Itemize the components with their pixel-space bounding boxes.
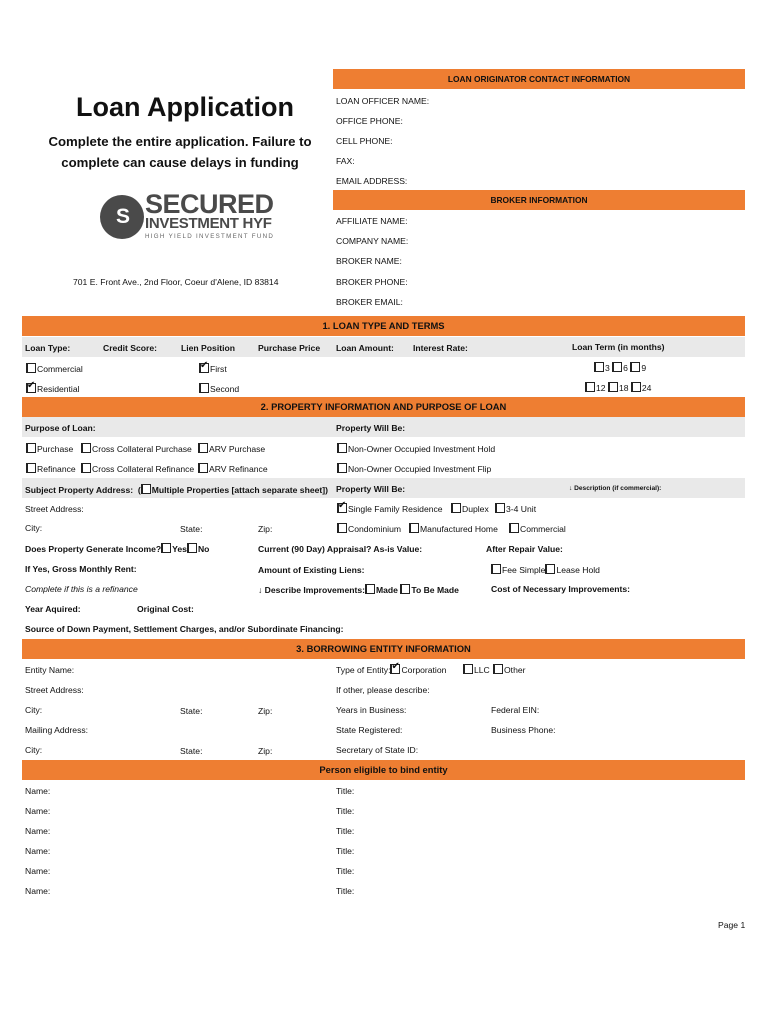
- year-acquired-label: Year Aquired:: [25, 604, 81, 614]
- term-12-checkbox[interactable]: [585, 382, 595, 392]
- after-repair-label: After Repair Value:: [486, 544, 563, 554]
- bind-title-label: Title:: [336, 806, 355, 816]
- bind-name-label: Name:: [25, 886, 51, 896]
- three-four-unit-option[interactable]: 3-4 Unit: [495, 503, 536, 514]
- option-residential[interactable]: ✔Residential: [26, 383, 80, 394]
- field-office-phone: OFFICE PHONE:: [336, 116, 403, 126]
- term-18-checkbox[interactable]: [608, 382, 618, 392]
- state-label: State:: [180, 524, 203, 534]
- field-broker-phone: BROKER PHONE:: [336, 277, 408, 287]
- term-options-row-1: 3 6 9: [594, 362, 646, 373]
- mailing-city-label: City:: [25, 745, 43, 755]
- refinance-note: Complete if this is a refinance: [25, 584, 138, 594]
- bind-title-label: Title:: [336, 866, 355, 876]
- broker-heading: BROKER INFORMATION: [333, 190, 745, 210]
- source-down-payment-label: Source of Down Payment, Settlement Charges, and/or Subordinate Financing:: [25, 624, 344, 634]
- bind-name-label: Name:: [25, 806, 51, 816]
- first-lien-checkbox[interactable]: [199, 363, 209, 373]
- condo-checkbox[interactable]: [337, 523, 347, 533]
- mailing-zip-label: Zip:: [258, 746, 273, 756]
- page-number: Page 1: [718, 920, 746, 930]
- arv-purchase-checkbox[interactable]: [198, 443, 208, 453]
- bind-title-label: Title:: [336, 886, 355, 896]
- entity-city-label: City:: [25, 705, 43, 715]
- entity-state-label: State:: [180, 706, 203, 716]
- describe-improvements-label: ↓ Describe Improvements: Made To Be Made: [258, 585, 459, 595]
- section-3-heading: 3. BORROWING ENTITY INFORMATION: [22, 639, 745, 659]
- option-commercial[interactable]: Commercial: [26, 363, 83, 374]
- corporation-checkbox[interactable]: [390, 664, 400, 674]
- term-options-row-2: 12 18 24: [585, 382, 651, 393]
- field-broker-name: BROKER NAME:: [336, 256, 402, 266]
- other-option[interactable]: Other: [493, 664, 526, 675]
- entity-zip-label: Zip:: [258, 706, 273, 716]
- entity-street-label: Street Address:: [25, 685, 84, 695]
- term-9-checkbox[interactable]: [630, 362, 640, 372]
- sfr-checkbox[interactable]: [337, 503, 347, 513]
- cc-refinance-option[interactable]: Cross Collateral Refinance: [81, 463, 194, 474]
- commercial-checkbox[interactable]: [26, 363, 36, 373]
- tenure-options: Fee Simple Lease Hold: [491, 564, 600, 575]
- field-loan-officer-name: LOAN OFFICER NAME:: [336, 96, 430, 106]
- company-address: 701 E. Front Ave., 2nd Floor, Coeur d'Alene, ID 83814: [73, 277, 279, 287]
- term-24-checkbox[interactable]: [631, 382, 641, 392]
- state-registered-label: State Registered:: [336, 725, 403, 735]
- option-first-lien[interactable]: ✔First: [199, 363, 227, 374]
- improvements-to-be-made-checkbox[interactable]: [400, 584, 410, 594]
- term-6-checkbox[interactable]: [612, 362, 622, 372]
- section-2-heading: 2. PROPERTY INFORMATION AND PURPOSE OF LOAN: [22, 397, 745, 417]
- col-interest-rate: Interest Rate:: [413, 343, 468, 353]
- llc-option[interactable]: LLC: [463, 664, 490, 675]
- duplex-checkbox[interactable]: [451, 503, 461, 513]
- non-owner-hold-option[interactable]: Non-Owner Occupied Investment Hold: [337, 443, 495, 454]
- non-owner-flip-option[interactable]: Non-Owner Occupied Investment Flip: [337, 463, 491, 474]
- three-four-unit-checkbox[interactable]: [495, 503, 505, 513]
- description-if-commercial-label: ↓ Description (if commercial):: [569, 485, 662, 492]
- commercial-property-checkbox[interactable]: [509, 523, 519, 533]
- llc-checkbox[interactable]: [463, 664, 473, 674]
- col-loan-term: Loan Term (in months): [572, 342, 665, 352]
- gross-rent-label: If Yes, Gross Monthly Rent:: [25, 564, 137, 574]
- manufactured-option[interactable]: Manufactured Home: [409, 523, 498, 534]
- section-1-heading: 1. LOAN TYPE AND TERMS: [22, 316, 745, 336]
- col-credit-score: Credit Score:: [103, 343, 157, 353]
- bind-title-label: Title:: [336, 786, 355, 796]
- zip-label: Zip:: [258, 524, 273, 534]
- income-yes-checkbox[interactable]: [161, 543, 171, 553]
- years-in-business-label: Years in Business:: [336, 705, 407, 715]
- field-company-name: COMPANY NAME:: [336, 236, 409, 246]
- bind-title-label: Title:: [336, 826, 355, 836]
- arv-refinance-option[interactable]: ARV Refinance: [198, 463, 268, 474]
- originator-heading: LOAN ORIGINATOR CONTACT INFORMATION: [333, 69, 745, 89]
- multiple-properties-checkbox[interactable]: [141, 484, 151, 494]
- business-phone-label: Business Phone:: [491, 725, 556, 735]
- refinance-option[interactable]: Refinance: [26, 463, 76, 474]
- appraisal-label: Current (90 Day) Appraisal? As-is Value:: [258, 544, 423, 554]
- cost-improvements-label: Cost of Necessary Improvements:: [491, 584, 630, 594]
- sos-id-label: Secretary of State ID:: [336, 745, 419, 755]
- bind-name-label: Name:: [25, 846, 51, 856]
- field-fax: FAX:: [336, 156, 355, 166]
- arv-refinance-checkbox[interactable]: [198, 463, 208, 473]
- second-lien-checkbox[interactable]: [199, 383, 209, 393]
- col-purchase-price: Purchase Price: [258, 343, 321, 353]
- col-loan-amount: Loan Amount:: [336, 343, 394, 353]
- original-cost-label: Original Cost:: [137, 604, 194, 614]
- purpose-row-1: Purchase: [26, 443, 73, 454]
- entity-name-label: Entity Name:: [25, 665, 75, 675]
- street-address-label: Street Address:: [25, 504, 84, 514]
- cc-purchase-option[interactable]: Cross Collateral Purchase: [81, 443, 192, 454]
- non-owner-hold-checkbox[interactable]: [337, 443, 347, 453]
- income-no-checkbox[interactable]: [187, 543, 197, 553]
- subject-property-address-label: Subject Property Address: ( Multiple Properties [attach separate sheet]): [25, 485, 328, 495]
- commercial-property-option[interactable]: Commercial: [509, 523, 566, 534]
- type-of-entity-label: Type of Entity:✔ Corporation: [336, 664, 446, 675]
- subtitle-line-2: complete can cause delays in funding: [61, 155, 299, 170]
- if-other-describe-label: If other, please describe:: [336, 685, 430, 695]
- purpose-of-loan-label: Purpose of Loan:: [25, 423, 96, 433]
- sfr-option[interactable]: ✔ Single Family Residence: [337, 503, 443, 514]
- refinance-checkbox[interactable]: [26, 463, 36, 473]
- mailing-address-label: Mailing Address:: [25, 725, 89, 735]
- field-cell-phone: CELL PHONE:: [336, 136, 393, 146]
- residential-checkbox[interactable]: [26, 383, 36, 393]
- lease-hold-checkbox[interactable]: [545, 564, 555, 574]
- bind-name-label: Name:: [25, 786, 51, 796]
- property-will-be-label: Property Will Be:: [336, 423, 406, 433]
- col-lien-position: Lien Position: [181, 343, 235, 353]
- subtitle-line-1: Complete the entire application. Failure to: [48, 134, 312, 149]
- property-is-label: Property Will Be:: [336, 484, 406, 494]
- field-affiliate-name: AFFILIATE NAME:: [336, 216, 408, 226]
- bind-name-label: Name:: [25, 866, 51, 876]
- condo-option[interactable]: Condominium: [337, 523, 401, 534]
- logo-mark-icon: S: [100, 195, 144, 239]
- option-second-lien[interactable]: Second: [199, 383, 239, 394]
- cc-purchase-checkbox[interactable]: [81, 443, 91, 453]
- field-broker-email: BROKER EMAIL:: [336, 297, 403, 307]
- field-email-address: EMAIL ADDRESS:: [336, 176, 408, 186]
- term-3-checkbox[interactable]: [594, 362, 604, 372]
- manufactured-checkbox[interactable]: [409, 523, 419, 533]
- bind-name-label: Name:: [25, 826, 51, 836]
- bind-title-label: Title:: [336, 846, 355, 856]
- mailing-state-label: State:: [180, 746, 203, 756]
- page-title: Loan Application: [76, 92, 294, 122]
- duplex-option[interactable]: Duplex: [451, 503, 489, 514]
- city-label: City:: [25, 523, 43, 533]
- federal-ein-label: Federal EIN:: [491, 705, 540, 715]
- arv-purchase-option[interactable]: ARV Purchase: [198, 443, 265, 454]
- company-logo: S SECURED INVESTMENT HYF HIGH YIELD INVESTMENT FUND: [100, 194, 260, 246]
- bind-entity-heading: Person eligible to bind entity: [22, 760, 745, 780]
- fee-simple-checkbox[interactable]: [491, 564, 501, 574]
- cc-refinance-checkbox[interactable]: [81, 463, 91, 473]
- existing-liens-label: Amount of Existing Liens:: [258, 565, 365, 575]
- purchase-checkbox[interactable]: [26, 443, 36, 453]
- non-owner-flip-checkbox[interactable]: [337, 463, 347, 473]
- improvements-made-checkbox[interactable]: [365, 584, 375, 594]
- col-loan-type: Loan Type:: [25, 343, 71, 353]
- generate-income-question: Does Property Generate Income? Yes No: [25, 544, 210, 554]
- other-checkbox[interactable]: [493, 664, 503, 674]
